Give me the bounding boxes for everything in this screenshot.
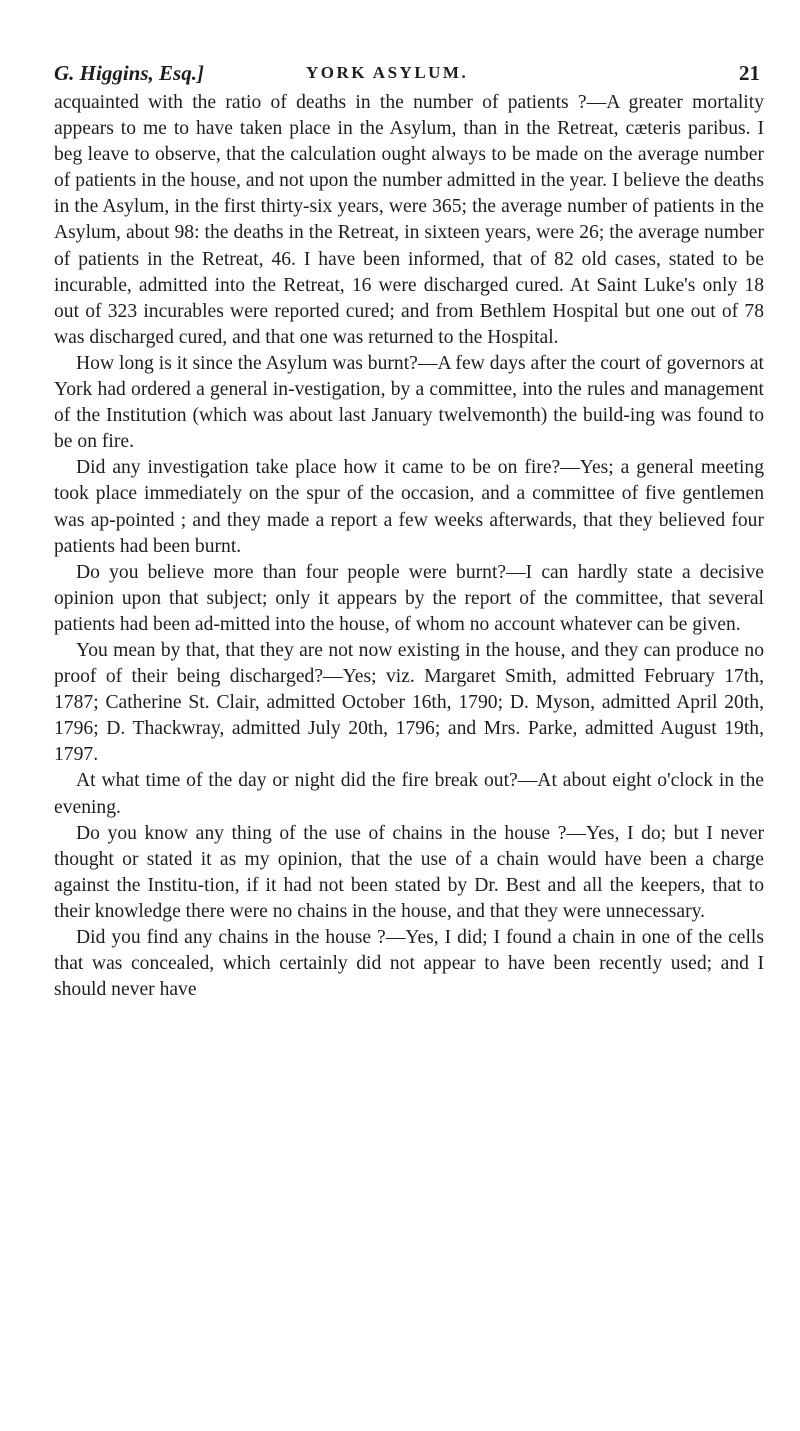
paragraph-6: At what time of the day or night did the fire break out?—At about eight o'clock in the evening. bbox=[54, 770, 764, 818]
paragraph-5: You mean by that, that they are not now existing in the house, and they can produce no proof of their being discharged?—Yes; viz. Margaret Smith, admitted February 17th, 1787; Catherine St. Clair, admitted October 16th, 1790; D. Myson, admitted April 20th, 1796; D. Thackwray, admitted July 20th, 1796; and Mrs. Parke, admitted August 19th, 1797. bbox=[54, 639, 764, 766]
running-head-title: YORK ASYLUM. bbox=[306, 63, 469, 82]
paragraph-3: Did any investigation take place how it came to be on fire?—Yes; a general meeting took place immediately on the spur of the occasion, and a committee of five gentlemen was ap-pointed ; and they made a report a few weeks afterwards, that they believed four patients had been burnt. bbox=[54, 457, 764, 557]
paragraph-4: Do you believe more than four people were burnt?—I can hardly state a decisive opinion upon that subject; only it appears by the report of the committee, that several patients had been ad-mitted into the house, of whom no account whatever can be given. bbox=[54, 561, 764, 635]
book-page bbox=[54, 58, 764, 1003]
paragraph-7: Do you know any thing of the use of chains in the house ?—Yes, I do; but I never thought or stated it as my opinion, that the use of a chain would have been a charge against the Institu-tion, if it had not been stated by Dr. Best and all the keepers, that to their knowledge there were no chains in the house, and that they were unnecessary. bbox=[54, 822, 764, 922]
paragraph-8: Did you find any chains in the house ?—Yes, I did; I found a chain in one of the cells that was concealed, which certainly did not appear to have been recently used; and I should never have bbox=[54, 927, 764, 1001]
running-head-author: G. Higgins, Esq.] bbox=[54, 61, 204, 85]
page-number: 21 bbox=[739, 61, 760, 85]
paragraph-1: acquainted with the ratio of deaths in the number of patients ?—A greater mortality appears to me to have taken place in the Asylum, than in the Retreat, cæteris paribus. I beg leave to observe, that the calculation ought always to be made on the average number of patients in the house, and not upon the number admitted in the year. I believe the deaths in the Asylum, in the first thirty-six years, were 365; the average number of patients in the Asylum, about 98: the deaths in the Retreat, in sixteen years, were 26; the average number of patients in the Retreat, 46. I have been informed, that of 82 old cases, stated to be incurable, admitted into the Retreat, 16 were discharged cured. At Saint Luke's only 18 out of 323 incurables were reported cured; and from Bethlem Hospital but one out of 78 was discharged cured, and that one was returned to the Hospital. bbox=[54, 92, 764, 348]
body-text bbox=[54, 90, 764, 1003]
running-head bbox=[54, 58, 764, 88]
paragraph-2: How long is it since the Asylum was burnt?—A few days after the court of governors at York had ordered a general in-vestigation, by a committee, into the rules and management of the Institution (which was about last January twelvemonth) the build-ing was found to be on fire. bbox=[54, 352, 764, 453]
